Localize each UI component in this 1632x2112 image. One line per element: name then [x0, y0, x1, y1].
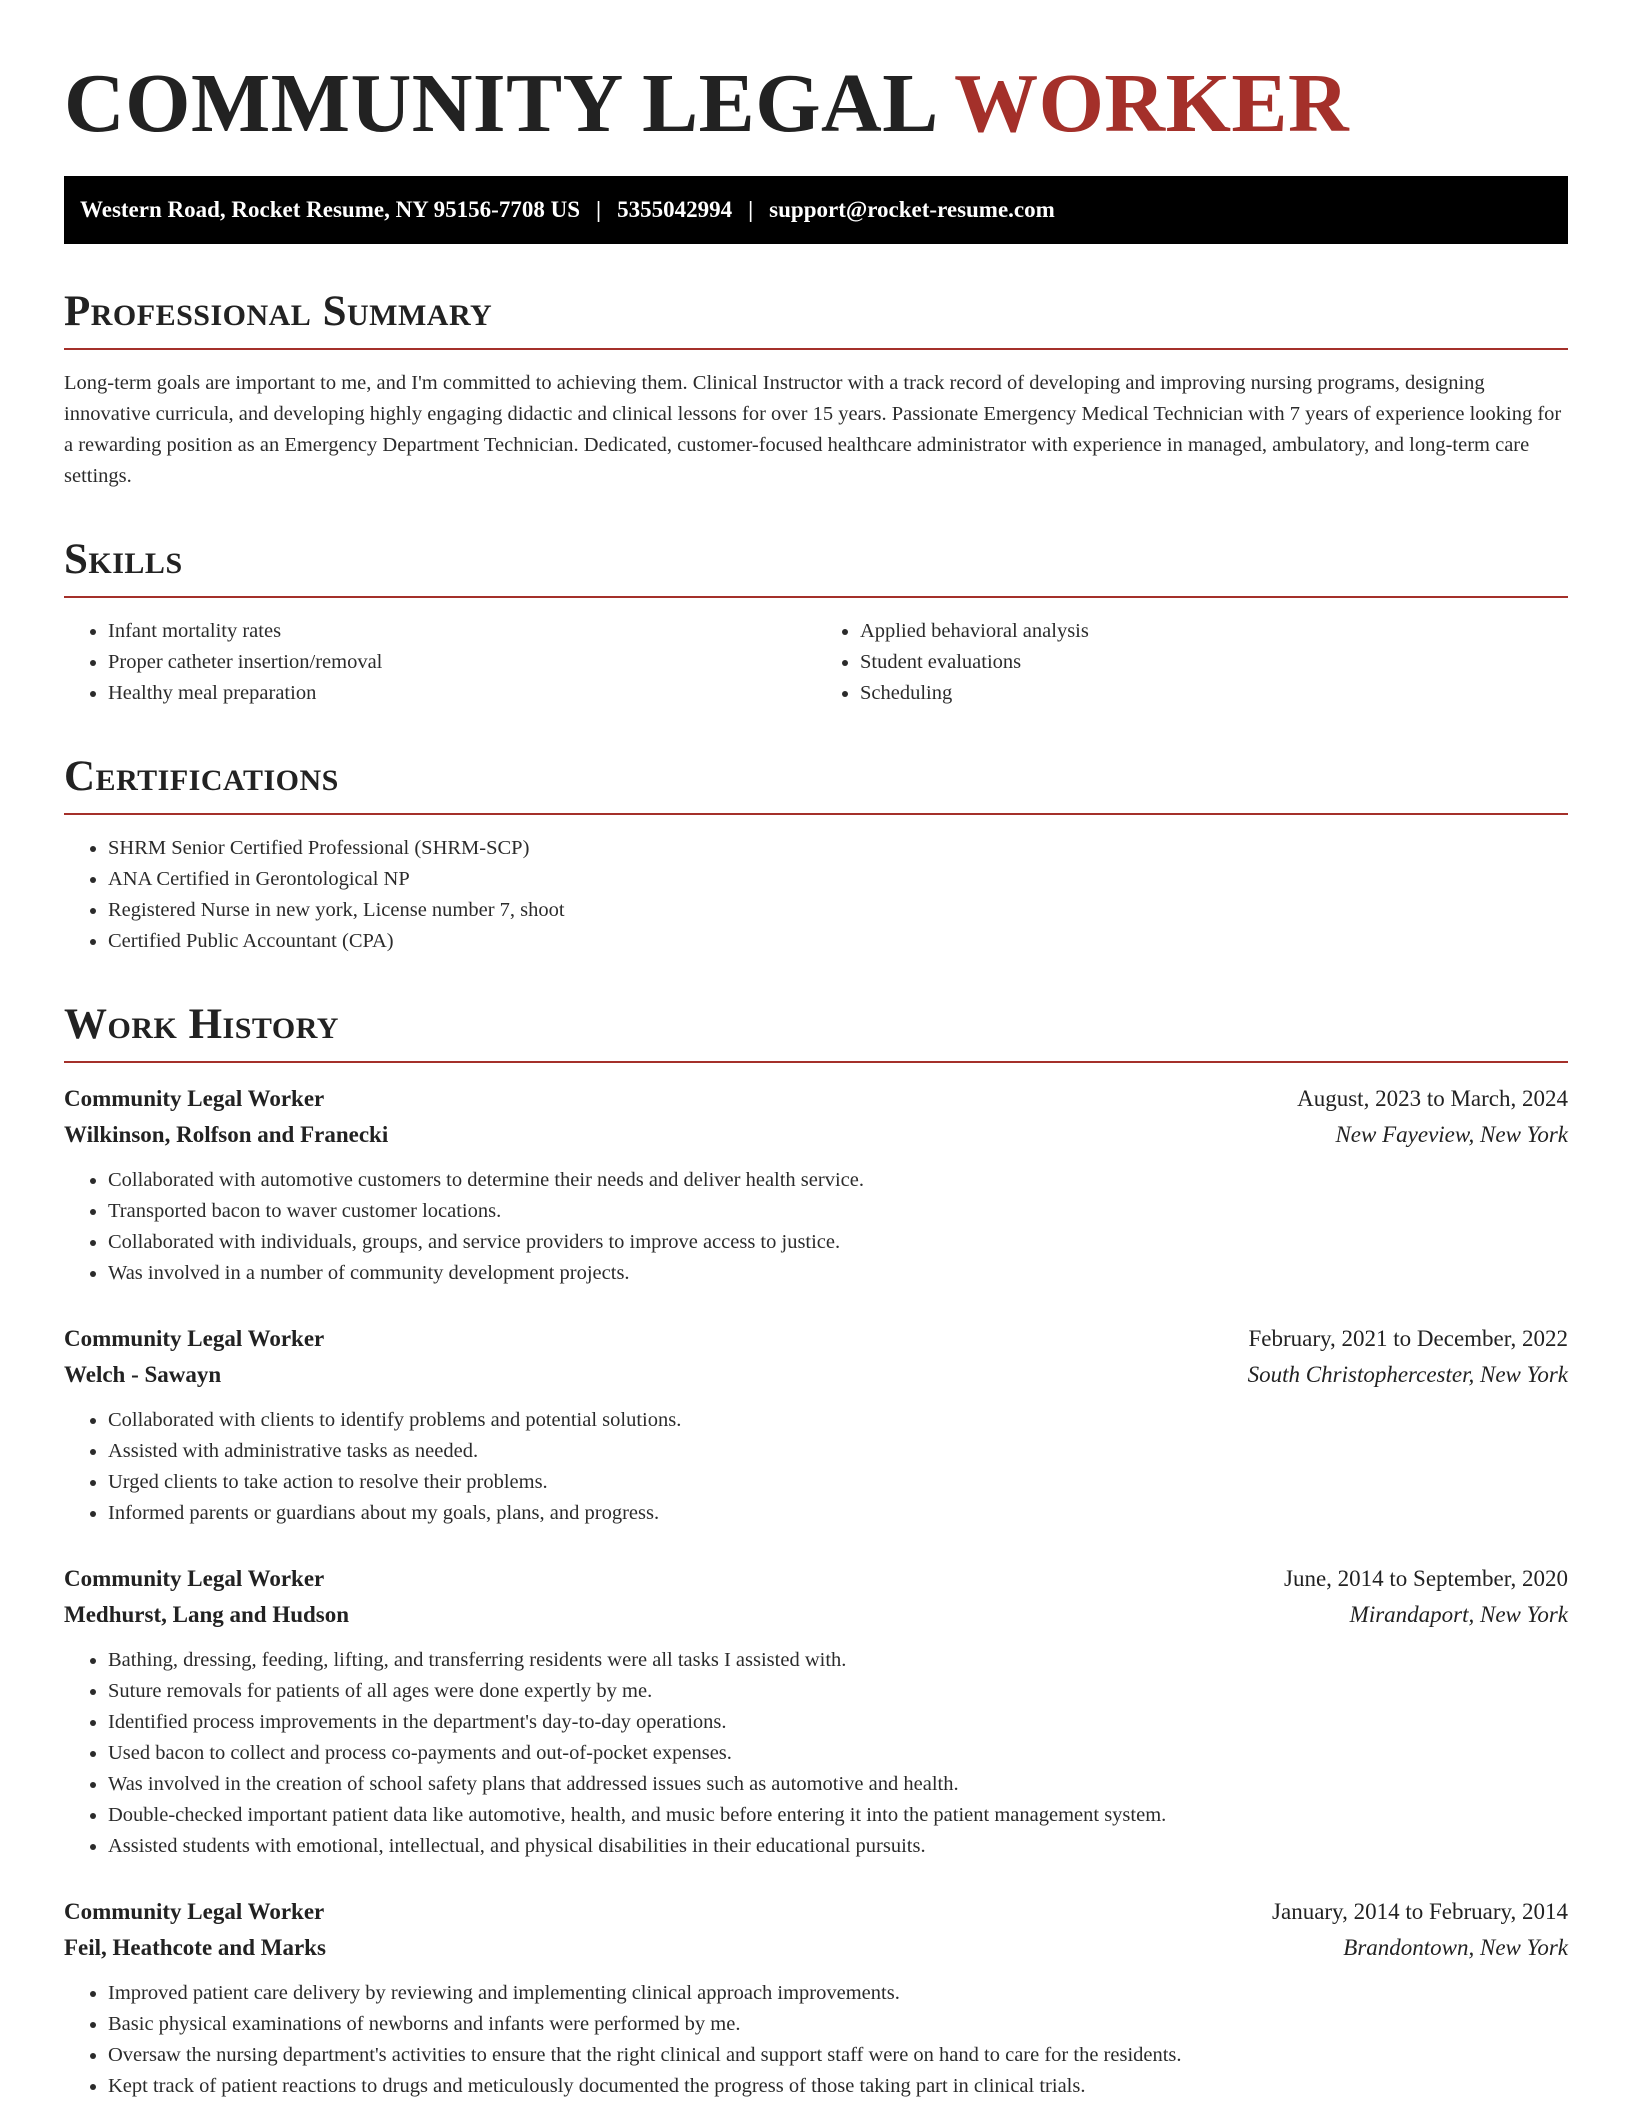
- job-duty: • Collaborated with individuals, groups, and service providers to improve access to justice.: [108, 1227, 1568, 1258]
- job-dates: January, 2014 to February, 2014: [1272, 1899, 1568, 1924]
- skill-item: • Scheduling: [860, 678, 1568, 709]
- job-company: Wilkinson, Rolfson and Franecki: [64, 1122, 389, 1147]
- job-company-row: [64, 1117, 1568, 1153]
- job-duty: • Kept track of patient reactions to drugs and meticulously documented the progress of those taking part in clinical trials.: [108, 2071, 1568, 2102]
- job-entry: [64, 1081, 1568, 1289]
- title-main: COMMUNITY LEGAL: [64, 57, 935, 150]
- job-duties: [64, 1405, 1568, 1529]
- contact-separator: |: [596, 197, 602, 222]
- title-accent: WORKER: [954, 57, 1350, 150]
- job-duty: • Used bacon to collect and process co-payments and out-of-pocket expenses.: [108, 1738, 1568, 1769]
- resume-title: [64, 56, 1568, 152]
- job-entry: [64, 1321, 1568, 1529]
- contact-address: Western Road, Rocket Resume, NY 95156-7708 US: [80, 197, 580, 222]
- job-header-row: [64, 1081, 1568, 1117]
- section-heading: Certifications: [64, 753, 1568, 815]
- job-title: Community Legal Worker: [64, 1326, 325, 1351]
- job-location: Brandontown, New York: [1343, 1935, 1568, 1960]
- job-entry: [64, 1561, 1568, 1862]
- job-duty: • Collaborated with automotive customers to determine their needs and deliver health service.: [108, 1165, 1568, 1196]
- summary-text: Long-term goals are important to me, and I'm committed to achieving them. Clinical Instructor with a track record of developing and improving nursing programs, designing innovative curricula, and developing highly engaging didactic and clinical lessons for over 15 years. Passionate Emergency Medical Technician with 7 years of experience looking for a rewarding position as an Emergency Department Technician. Dedicated, customer-focused healthcare administrator with experience in managed, ambulatory, and long-term care settings.: [64, 372, 1562, 487]
- skills-list-right: [816, 616, 1568, 709]
- skills-list-left: [64, 616, 816, 709]
- certification-item: • SHRM Senior Certified Professional (SHRM-SCP): [108, 833, 1568, 864]
- job-company: Feil, Heathcote and Marks: [64, 1935, 326, 1960]
- job-duties: [64, 1645, 1568, 1862]
- job-company-row: [64, 1357, 1568, 1393]
- job-duties: [64, 1978, 1568, 2102]
- section-heading: Work History: [64, 1001, 1568, 1063]
- job-duty: • Was involved in the creation of school safety plans that addressed issues such as automotive and health.: [108, 1769, 1568, 1800]
- job-title: Community Legal Worker: [64, 1566, 325, 1591]
- job-location: New Fayeview, New York: [1335, 1122, 1568, 1147]
- job-duty: • Suture removals for patients of all ages were done expertly by me.: [108, 1676, 1568, 1707]
- job-duty: • Assisted students with emotional, intellectual, and physical disabilities in their educational pursuits.: [108, 1831, 1568, 1862]
- job-duty: • Oversaw the nursing department's activities to ensure that the right clinical and support staff were on hand to care for the residents.: [108, 2040, 1568, 2071]
- contact-email: support@rocket-resume.com: [769, 197, 1055, 222]
- skill-item: • Applied behavioral analysis: [860, 616, 1568, 647]
- job-duty: • Was involved in a number of community development projects.: [108, 1258, 1568, 1289]
- certifications-list: [64, 833, 1568, 957]
- job-company: Welch - Sawayn: [64, 1362, 222, 1387]
- job-company-row: [64, 1597, 1568, 1633]
- skills-section: [64, 536, 1568, 709]
- job-duties: [64, 1165, 1568, 1289]
- job-dates: August, 2023 to March, 2024: [1297, 1086, 1568, 1111]
- job-duty: • Basic physical examinations of newborns and infants were performed by me.: [108, 2009, 1568, 2040]
- job-duty: • Improved patient care delivery by reviewing and implementing clinical approach improvements.: [108, 1978, 1568, 2009]
- job-header-row: [64, 1321, 1568, 1357]
- job-location: South Christophercester, New York: [1247, 1362, 1568, 1387]
- job-company-row: [64, 1930, 1568, 1966]
- skill-item: • Proper catheter insertion/removal: [108, 647, 816, 678]
- section-heading: Professional Summary: [64, 288, 1568, 350]
- work-history-section: [64, 1001, 1568, 2102]
- job-header-row: [64, 1561, 1568, 1597]
- job-title: Community Legal Worker: [64, 1086, 325, 1111]
- job-location: Mirandaport, New York: [1349, 1602, 1568, 1627]
- job-company: Medhurst, Lang and Hudson: [64, 1602, 350, 1627]
- certification-item: • Certified Public Accountant (CPA): [108, 926, 1568, 957]
- job-header-row: [64, 1894, 1568, 1930]
- job-duty: • Urged clients to take action to resolve their problems.: [108, 1467, 1568, 1498]
- skills-grid: [64, 616, 1568, 709]
- job-duty: • Informed parents or guardians about my goals, plans, and progress.: [108, 1498, 1568, 1529]
- section-heading: Skills: [64, 536, 1568, 598]
- skill-item: • Infant mortality rates: [108, 616, 816, 647]
- job-dates: June, 2014 to September, 2020: [1284, 1566, 1568, 1591]
- job-duty: • Transported bacon to waver customer locations.: [108, 1196, 1568, 1227]
- job-duty: • Identified process improvements in the department's day-to-day operations.: [108, 1707, 1568, 1738]
- job-duty: • Double-checked important patient data like automotive, health, and music before entering it into the patient management system.: [108, 1800, 1568, 1831]
- job-duty: • Assisted with administrative tasks as needed.: [108, 1436, 1568, 1467]
- job-duty: • Collaborated with clients to identify problems and potential solutions.: [108, 1405, 1568, 1436]
- certification-item: • ANA Certified in Gerontological NP: [108, 864, 1568, 895]
- job-dates: February, 2021 to December, 2022: [1248, 1326, 1568, 1351]
- contact-bar: [64, 176, 1568, 244]
- summary-section: [64, 288, 1568, 492]
- contact-separator: |: [748, 197, 754, 222]
- certification-item: • Registered Nurse in new york, License number 7, shoot: [108, 895, 1568, 926]
- job-title: Community Legal Worker: [64, 1899, 325, 1924]
- job-entry: [64, 1894, 1568, 2102]
- contact-phone: 5355042994: [617, 197, 733, 222]
- skill-item: • Healthy meal preparation: [108, 678, 816, 709]
- skill-item: • Student evaluations: [860, 647, 1568, 678]
- certifications-section: [64, 753, 1568, 957]
- job-duty: • Bathing, dressing, feeding, lifting, and transferring residents were all tasks I assisted with.: [108, 1645, 1568, 1676]
